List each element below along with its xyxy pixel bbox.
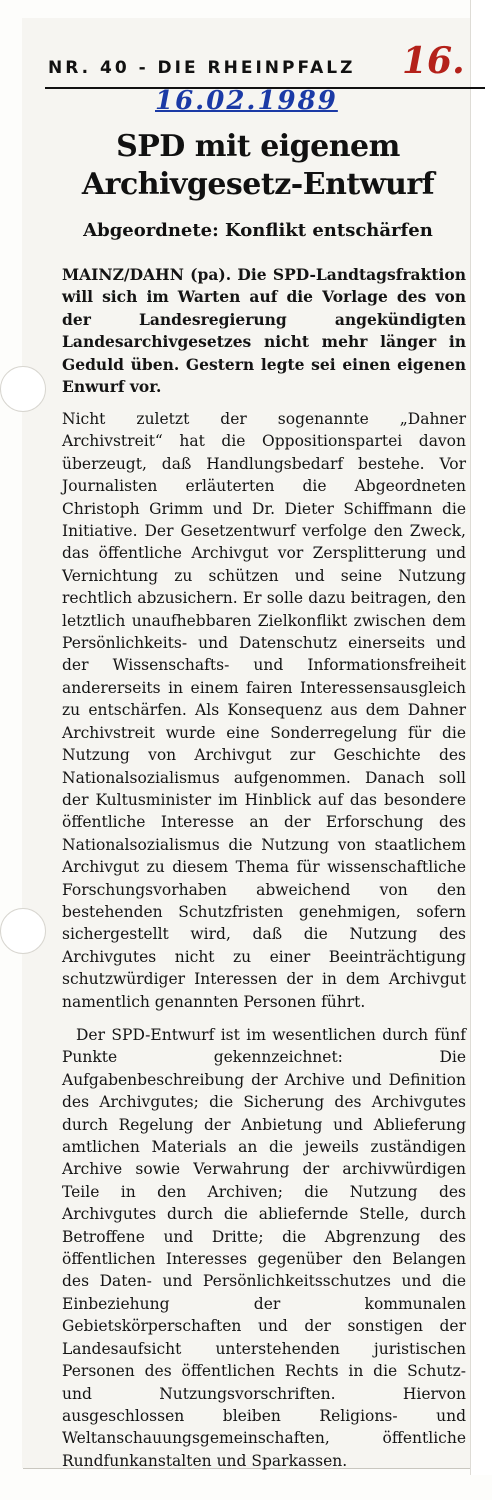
article-lead: MAINZ/DAHN (pa). Die SPD-Landtagsfraktion will sich im Warten auf die Vorlage des von der Landesregierung angekündigten Landesarchivgesetzes nicht mehr länger in Geduld üben. Gestern legte sei einen eigenen Enwurf vor.	[62, 265, 466, 397]
article-headline: SPD mit eigenem Archivgesetz-Entwurf	[81, 129, 435, 202]
right-paper-strip	[470, 0, 492, 1475]
article-paragraph-1: Nicht zuletzt der sogenannte „Dahner Archivstreit“ hat die Oppositionspartei davon überzeugt, daß Handlungsbedarf bestehe. Vor Journalisten erläuterten die Abgeordneten Christoph Grimm und Dr. Dieter Schiffmann die Initiative. Der Gesetzentwurf verfolge den Zweck, das öffentliche Archivgut vor Zersplitterung und Vernichtung zu schützen und seine Nutzung rechtlich abzusichern. Er solle dazu beitragen, den letztlich unaufhebbaren Zielkonflikt zwischen dem Persönlichkeits- und Datenschutz einerseits und der Wissenschafts- und Informationsfreiheit andererseits in einem fairen Interessensausgleich zu entschärfen. Als Konsequenz aus dem Dahner Archivstreit wurde eine Sonderregelung für die Nutzung von Archivgut zur Geschichte des Nationalsozialismus aufgenommen. Danach soll der Kultusminister im Hinblick auf das besondere öffentliche Interesse an der Erforschung des Nationalsozialismus die Nutzung von staatlichem Archivgut zu diesem Thema für wissenschaftliche Forschungsvorhaben abweichend von den bestehenden Schutzfristen genehmigen, sofern sichergestellt wird, daß die Nutzung des Archivgutes nicht zu einer Beeinträchtigung schutzwürdiger Interessen der in dem Archivgut namentlich genannten Personen führt.	[62, 410, 466, 1011]
handwritten-date: 16.02.1989	[155, 86, 338, 116]
punch-hole-bottom	[0, 908, 46, 954]
punch-hole-top	[0, 366, 46, 412]
article-subheadline: Abgeordnete: Konflikt entschärfen	[83, 220, 433, 241]
article-paragraph-2: Der SPD-Entwurf ist im wesentlichen durch fünf Punkte gekennzeichnet: Die Aufgabenbeschreibung der Archive und Definition des Archivgutes; die Sicherung des Archivgutes durch Regelung der Anbietung und Ablieferung amtlichen Materials an die jeweils zuständigen Archive sowie Verwahrung der archivwürdigen Teile in den Archiven; die Nutzung des Archivgutes durch die abliefernde Stelle, durch Betroffene und Dritte; die Abgrenzung des öffentlichen Interesses gegenüber den Belangen des Daten- und Persönlichkeitsschutzes und die Einbeziehung der kommunalen Gebietskörperschaften und der sonstigen der Landesaufsicht unterstehenden juristischen Personen des öffentlichen Rechts in die Schutz- und Nutzungsvorschriften. Hiervon ausgeschlossen bleiben Religions- und Weltanschauungsgemeinschaften, öffentliche Rundfunkanstalten und Sparkassen.	[62, 1026, 466, 1470]
newspaper-header: NR. 40 - DIE RHEINPFALZ	[48, 58, 356, 78]
handwritten-page-mark: 16.	[402, 40, 465, 82]
